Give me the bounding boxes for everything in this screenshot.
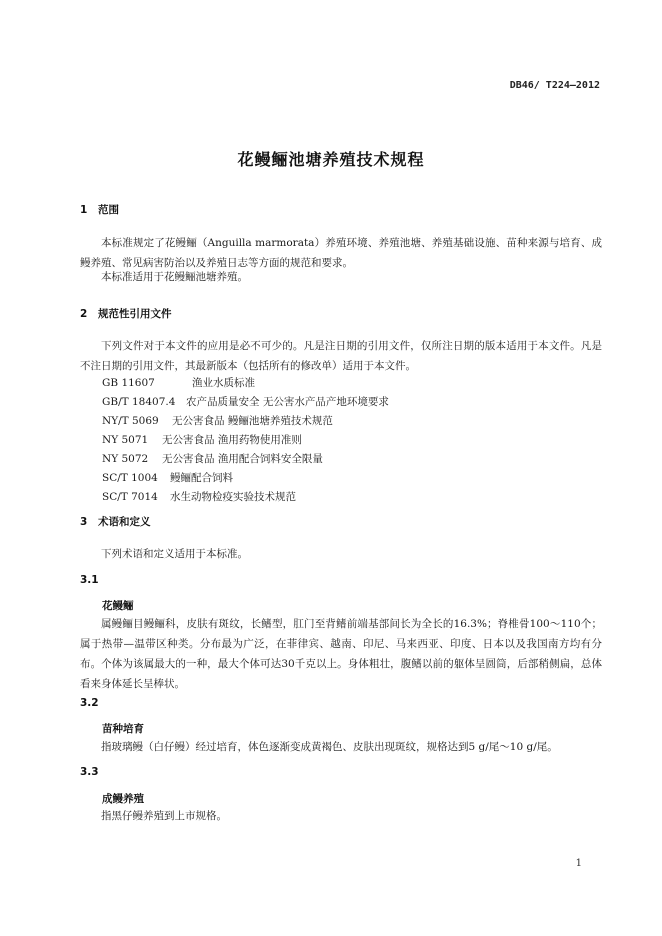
scope-paragraph: 本标准规定了花鳗鲡（Anguilla marmorata）养殖环境、养殖池塘、养殖基础设施、苗种来源与培育、成鳗养殖、常见病害防治以及养殖日志等方面的规范和要求。 — [80, 237, 602, 269]
reference-code: GB 11607 — [102, 377, 155, 389]
normative-references-paragraph: 下列文件对于本文件的应用是必不可少的。凡是注日期的引用文件，仅所注日期的版本适用于本文件。凡是不注日期的引用文件，其最新版本（包括所有的修改单）适用于本文件。 — [80, 340, 602, 372]
section-number: 1 — [80, 204, 88, 216]
reference-title: 无公害食品 渔用药物使用准则 — [162, 434, 302, 446]
reference-item — [102, 489, 296, 504]
section-title: 术语和定义 — [98, 516, 151, 528]
section-number: 3 — [80, 516, 88, 528]
reference-title: 水生动物检疫实验技术规范 — [170, 491, 296, 503]
reference-item — [102, 432, 302, 447]
section-1-heading — [80, 202, 119, 217]
reference-item — [102, 470, 233, 485]
section-2-heading — [80, 306, 172, 321]
reference-code: NY 5071 — [102, 434, 149, 446]
reference-code: SC/T 7014 — [102, 491, 158, 503]
terms-intro: 下列术语和定义适用于本标准。 — [101, 548, 248, 560]
term-definition: 指黑仔鳗养殖到上市规格。 — [101, 810, 227, 822]
page-number: 1 — [575, 858, 582, 869]
reference-code: NY 5072 — [102, 453, 149, 465]
reference-item — [102, 451, 323, 466]
reference-item — [102, 375, 255, 390]
term-definition: 指玻璃鳗（白仔鳗）经过培育，体色逐渐变成黄褐色、皮肤出现斑纹，规格达到5 g/尾～10 g/尾。 — [101, 741, 558, 753]
term-definition: 属鳗鲡目鳗鲡科，皮肤有斑纹，长鳍型，肛门至背鳍前端基部间长为全长的16.3%；脊椎骨100～110个；属于热带—温带区种类。分布最为广泛，在菲律宾、越南、印尼、马来西亚、印度、日本以及我国南方均有分布。个体为该属最大的一种，最大个体可达30千克以上。身体粗壮，腹鳍以前的躯体呈圆筒，后部稍侧扁，总体看来身体延长呈棒状。 — [80, 618, 602, 690]
reference-title: 渔业水质标准 — [192, 377, 255, 389]
term-name: 花鳗鲡 — [102, 600, 134, 612]
document-title: 花鳗鲡池塘养殖技术规程 — [237, 150, 425, 169]
reference-item — [102, 413, 333, 428]
term-name: 成鳗养殖 — [102, 793, 144, 805]
section-title: 规范性引用文件 — [98, 308, 172, 320]
subsection-number: 3.1 — [80, 574, 99, 586]
reference-title: 无公害食品 鳗鲡池塘养殖技术规范 — [172, 415, 333, 427]
term-name: 苗种培育 — [102, 723, 144, 735]
reference-code: NY/T 5069 — [102, 415, 159, 427]
scope-applicability: 本标准适用于花鳗鲡池塘养殖。 — [101, 271, 248, 283]
reference-code: GB/T 18407.4 — [102, 396, 176, 408]
reference-title: 无公害食品 渔用配合饲料安全限量 — [162, 453, 323, 465]
reference-title: 鳗鲡配合饲料 — [170, 472, 233, 484]
reference-title: 农产品质量安全 无公害水产品产地环境要求 — [186, 396, 389, 408]
subsection-number: 3.2 — [80, 697, 99, 709]
section-3-heading — [80, 514, 151, 529]
standard-code: DB46/ T224—2012 — [509, 80, 600, 91]
reference-item — [102, 394, 389, 409]
subsection-number: 3.3 — [80, 766, 99, 778]
section-number: 2 — [80, 308, 88, 320]
section-title: 范围 — [98, 204, 119, 216]
reference-code: SC/T 1004 — [102, 472, 158, 484]
